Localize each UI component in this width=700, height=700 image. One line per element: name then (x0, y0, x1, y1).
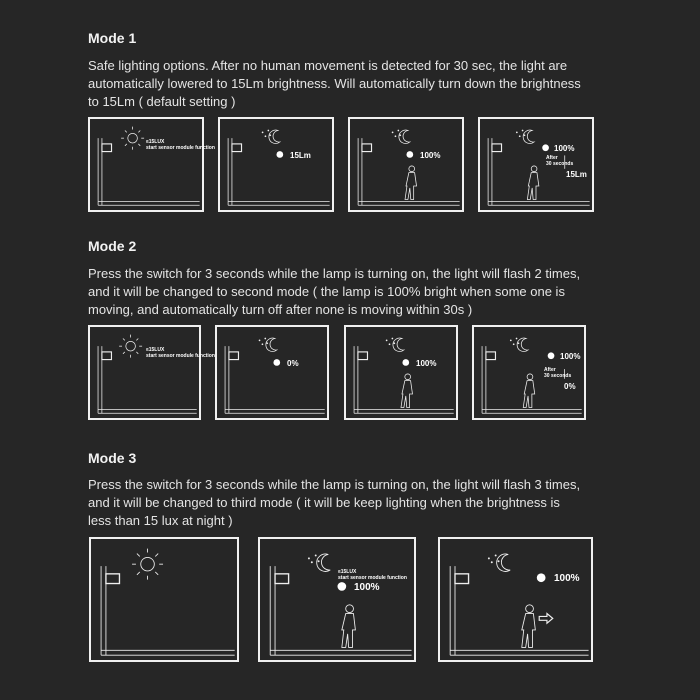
mode-2-panel-person (344, 325, 458, 420)
result-level: 0% (564, 382, 576, 391)
mode-1-panel-night-scene (220, 119, 332, 210)
mode-2-description: Press the switch for 3 seconds while the lamp is turning on, the light will flash 2 times, and it will be changed to second mode ( the lamp is 100% bright when some one is moving, and automatically turn off after none is moving within 30s ) (88, 266, 581, 317)
lux-label: ≤15LUX (146, 347, 165, 353)
lux-label: ≤15LUX (146, 139, 165, 145)
mode-3-panel-day-scene (91, 539, 237, 660)
mode-1-panel-person-scene (350, 119, 462, 210)
lux-label: ≤15LUX (338, 569, 357, 575)
mode-1-panel-day (88, 117, 215, 212)
brightness-level: 100% (554, 573, 580, 584)
mode-2-panel-night-scene (217, 327, 327, 418)
mode-2-panel-night (215, 325, 329, 420)
brightness-level: 100% (554, 144, 575, 153)
seconds-label: 30 seconds (546, 161, 574, 167)
brightness-level: 100% (560, 352, 581, 361)
brightness-level: 100% (420, 151, 441, 160)
mode-1-title: Mode 1 (88, 30, 137, 46)
mode-1-panel-night (218, 117, 334, 212)
after-label: After (544, 367, 556, 373)
after-label: After (546, 155, 558, 161)
mode-1-panel-person (348, 117, 464, 212)
brightness-level: 0% (287, 359, 299, 368)
mode-2-panel-after (472, 325, 586, 420)
mode-1-description: Safe lighting options. After no human movement is detected for 30 sec, the light are automatically lowered to 15Lm brightness. Will automatically turn down the brightness to 15Lm ( default setting ) (88, 58, 581, 109)
mode-3-panel-motion (438, 537, 593, 662)
result-level: 15Lm (566, 170, 587, 179)
sensor-label: start sensor module function (146, 145, 215, 151)
brightness-level: 15Lm (290, 151, 311, 160)
mode-1-panel-after (478, 117, 594, 212)
mode-2-panel-person-scene (346, 327, 456, 418)
mode-2-panel-day (88, 325, 215, 420)
mode-3-panel-motion-scene (440, 539, 591, 660)
mode-3-description: Press the switch for 3 seconds while the lamp is turning on, the light will flash 3 times, and it will be changed to third mode ( it will be keep lighting when the brightness is less than 15 lux at night ) (88, 477, 581, 528)
mode-2-panel-day-scene (90, 327, 199, 418)
brightness-level: 100% (354, 582, 380, 593)
mode-3-title: Mode 3 (88, 450, 137, 466)
sensor-label: start sensor module function (146, 353, 215, 359)
mode-1-panel-after-scene (480, 119, 592, 210)
mode-3-panel-night-scene (260, 539, 414, 660)
seconds-label: 30 seconds (544, 373, 572, 379)
brightness-level: 100% (416, 359, 437, 368)
mode-3-panel-day (89, 537, 239, 662)
mode-1-panel-day-scene (90, 119, 202, 210)
mode-3-panel-night (258, 537, 416, 662)
mode-2-title: Mode 2 (88, 238, 137, 254)
sensor-label: start sensor module function (338, 575, 407, 581)
